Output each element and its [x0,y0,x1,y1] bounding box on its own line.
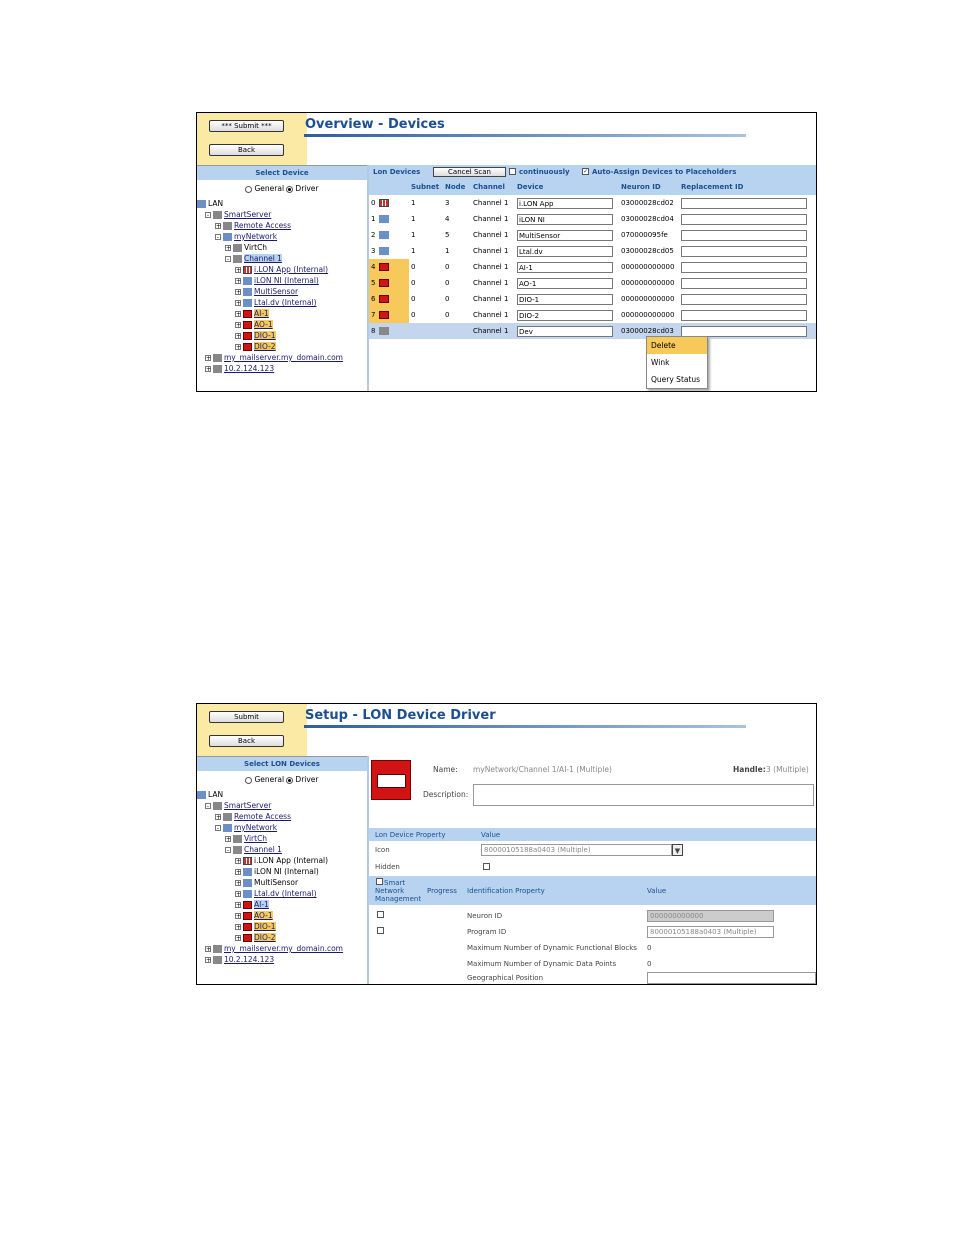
overview-header [197,113,816,165]
red-device-icon [243,310,252,318]
tree-node-ao1[interactable]: + AO-1 [236,320,273,329]
subnet-cell: 0 [411,295,416,303]
col-node[interactable]: Node [443,179,471,195]
general-radio[interactable] [245,186,252,193]
program-id-checkbox[interactable] [377,927,384,934]
tree-node-ilon-ni[interactable]: + iLON NI (Internal) [236,867,319,876]
subnet-cell: 1 [411,215,416,223]
replacement-id-input[interactable] [681,246,807,257]
tree-node-multisensor[interactable]: + MultiSensor [236,287,299,296]
value2-header: Value [647,887,667,895]
smart-mgmt-label: Smart Network Management [375,879,422,903]
replacement-cell [679,211,816,227]
geo-input[interactable] [647,972,816,984]
setup-header [197,704,816,756]
geo-row [369,972,816,984]
max-dp-label: Maximum Number of Dynamic Data Points [467,960,617,968]
row-index: 1 [371,215,376,223]
table-row[interactable] [369,227,816,243]
device-cell [515,275,619,291]
lon-devices-toolbar [369,165,816,179]
replacement-cell [679,275,816,291]
channel-cell: Channel 1 [473,311,509,319]
tree-node-dio2[interactable]: + DIO-2 [236,933,276,942]
context-menu [646,336,708,389]
row-index: 8 [371,327,376,335]
name-value: myNetwork/Channel 1/AI-1 (Multiple) [473,765,612,774]
tree-node-ip[interactable]: + 10.2.124.123 [206,955,275,964]
handle-value: 3 (Multiple) [766,765,809,774]
node-cell: 0 [445,263,450,271]
table-header-row [369,179,816,195]
handle-label: Handle: [733,765,766,774]
replacement-id-input[interactable] [681,262,807,273]
channel-icon [233,846,242,854]
device-name-input[interactable]: iLON NI [517,214,613,225]
subnet-cell: 0 [411,263,416,271]
channel-cell: Channel 1 [473,215,509,223]
driver-radio-label: Driver [295,775,319,784]
icon-select[interactable]: 80000105188a0403 (Multiple) [481,844,672,856]
identification-header-row [369,876,816,905]
replacement-id-input[interactable] [681,198,807,209]
replacement-cell [679,243,816,259]
tree-node-virtch[interactable]: + VirtCh [226,243,268,252]
tree-node-ao1[interactable]: + AO-1 [236,911,273,920]
grid-icon [379,199,389,207]
neuron-id-cell: 000000000000 [621,263,675,271]
red-device-icon [243,912,252,920]
channel-cell: Channel 1 [473,247,509,255]
button-panel [197,113,307,165]
ident-prop-label: Identification Property [467,887,545,895]
row-index-cell [369,307,409,323]
red-device-icon [243,934,252,942]
neuron-id-cell: 000000000000 [621,311,675,319]
replacement-cell [679,195,816,211]
sensor-icon [243,288,252,296]
node-cell [443,323,471,339]
select-device-header: Select Device [197,166,367,180]
diamond-icon [243,277,252,285]
prop-header: Lon Device Property [375,831,446,839]
tree-node-dio2[interactable]: + DIO-2 [236,342,276,351]
neuron-id-cell: 03000028cd03 [621,327,674,335]
chevron-down-icon[interactable]: ▼ [672,844,683,856]
channel-cell: Channel 1 [473,199,509,207]
node-cell: 0 [445,295,450,303]
row-index-cell [369,195,409,211]
tree-node-ilon-ni[interactable]: + iLON NI (Internal) [236,276,319,285]
device-name-input[interactable]: i.LON App [517,198,613,209]
grid-icon [243,266,252,274]
col-device[interactable]: Device [515,179,619,195]
submit-button[interactable]: *** Submit *** [209,120,284,132]
driver-settings-pane [369,756,816,984]
node-cell: 4 [445,215,450,223]
diamond-icon [379,215,389,223]
neuron-id-row [369,908,816,924]
replacement-id-input[interactable] [681,214,807,225]
device-cell [515,227,619,243]
lon-devices-pane [369,165,816,339]
red-device-icon [243,901,252,909]
network-icon [223,233,232,241]
view-radio-group [197,775,367,784]
computer-icon [213,365,222,373]
red-device-icon [379,279,389,287]
neuron-id-cell: 070000095fe [621,231,668,239]
replacement-id-input[interactable] [681,230,807,241]
col-subnet[interactable]: Subnet [409,179,443,195]
back-button[interactable]: Back [209,144,284,156]
device-big-icon [371,760,411,800]
icon-row [369,842,816,858]
table-row[interactable] [369,243,816,259]
channel-icon [233,244,242,252]
node-cell: 0 [445,279,450,287]
subnet-cell: 1 [411,199,416,207]
device-name-input[interactable]: AO-1 [517,278,613,289]
row-index: 4 [371,263,376,271]
tree-node-ip[interactable]: + 10.2.124.123 [206,364,275,373]
description-input[interactable] [473,784,814,806]
replacement-id-input[interactable] [681,294,807,305]
value-header: Value [481,831,501,839]
property-header-row [369,828,816,841]
auto-assign-label: Auto-Assign Devices to Placeholders [592,168,737,176]
select-lon-devices-header: Select LON Devices [197,757,367,771]
replacement-cell [679,291,816,307]
diamond-icon [379,247,389,255]
table-row[interactable] [369,259,816,275]
tree-node-smartserver[interactable]: - SmartServer [206,210,272,219]
max-fb-row [369,940,816,956]
title-underline [304,134,746,137]
channel-cell: Channel 1 [473,295,509,303]
table-row[interactable] [369,323,816,339]
progress-label: Progress [427,887,457,895]
device-cell [515,323,619,339]
device-cell [515,307,619,323]
col-channel[interactable]: Channel [471,179,515,195]
view-radio-group [197,184,367,193]
tree-node-mailserver[interactable]: + my_mailserver.my_domain.com [206,353,343,362]
mail-server-icon [213,945,222,953]
max-dp-row [369,956,816,972]
subnet-cell: 0 [411,311,416,319]
cancel-scan-button[interactable]: Cancel Scan [433,167,506,177]
device-cell [515,243,619,259]
row-index-cell [369,211,409,227]
max-fb-value: 0 [647,944,652,952]
replacement-cell [679,259,816,275]
device-name-input[interactable]: DIO-1 [517,294,613,305]
channel-icon [233,255,242,263]
network-icon [223,824,232,832]
tree-node-lan[interactable]: LAN [197,199,223,209]
channel-cell: Channel 1 [473,279,509,287]
general-radio[interactable] [245,777,252,784]
col-neuron-id[interactable]: Neuron ID [619,179,679,195]
back-button[interactable]: Back [209,735,284,747]
tree-node-dio1[interactable]: + DIO-1 [236,331,276,340]
phone-icon [223,813,232,821]
tree-node-ltaldv[interactable]: + Ltal.dv (Internal) [236,889,317,898]
sensor-icon [379,231,389,239]
server-icon [213,802,222,810]
submit-button[interactable]: Submit [209,711,284,723]
replacement-id-input[interactable] [681,278,807,289]
table-row[interactable] [369,195,816,211]
table-row[interactable] [369,307,816,323]
overview-devices-screenshot [196,112,817,392]
button-panel [197,704,307,756]
hidden-checkbox[interactable] [483,863,490,870]
device-name-input[interactable]: DIO-2 [517,310,613,321]
node-cell: 5 [445,231,450,239]
program-id-input[interactable]: 80000105188a0403 (Multiple) [647,926,774,938]
tree-node-mynetwork[interactable]: - myNetwork [216,232,278,241]
diamond-icon [243,890,252,898]
menu-item-delete[interactable]: Delete [647,337,707,354]
row-index-cell [369,323,409,339]
continuously-checkbox[interactable] [509,168,516,175]
tree-node-remote-access[interactable]: + Remote Access [216,812,291,821]
name-label: Name: [433,765,458,774]
lan-icon [197,791,206,799]
auto-assign-checkbox[interactable]: ✓ [583,168,589,175]
general-radio-label: General [254,775,285,784]
row-index-cell [369,243,409,259]
device-cell [515,211,619,227]
red-device-icon [379,295,389,303]
device-name-input[interactable]: Ltal.dv [517,246,613,257]
page-title: Setup - LON Device Driver [305,708,496,723]
neuron-id-label: Neuron ID [467,912,503,920]
row-index: 5 [371,279,376,287]
driver-radio[interactable] [286,186,293,193]
tree-node-multisensor[interactable]: + MultiSensor [236,878,299,887]
grid-icon [243,857,252,865]
sensor-icon [243,879,252,887]
lan-icon [197,200,206,208]
subnet-cell: 1 [411,231,416,239]
tree-node-mailserver[interactable]: + my_mailserver.my_domain.com [206,944,343,953]
channel-cell: Channel 1 [473,263,509,271]
phone-icon [223,222,232,230]
tree-node-ai1[interactable]: + AI-1 [236,900,269,909]
replacement-cell [679,307,816,323]
row-index: 2 [371,231,376,239]
general-radio-label: General [254,184,285,193]
driver-radio-label: Driver [295,184,319,193]
table-row[interactable] [369,291,816,307]
program-id-row [369,924,816,940]
row-index-cell [369,275,409,291]
max-dp-value: 0 [647,960,652,968]
col-replacement-id[interactable]: Replacement ID [679,179,816,195]
device-name-input[interactable]: MultiSensor [517,230,613,241]
tree-node-dio1[interactable]: + DIO-1 [236,922,276,931]
node-cell: 1 [445,247,450,255]
red-device-icon [243,923,252,931]
replacement-id-input[interactable] [681,326,807,337]
title-underline [304,725,746,728]
page-title: Overview - Devices [305,117,445,132]
tree-node-lan[interactable]: LAN [197,790,223,800]
menu-item-query-status[interactable]: Query Status [651,375,701,384]
row-index: 6 [371,295,376,303]
row-index: 0 [371,199,376,207]
channel-icon [233,835,242,843]
description-label: Description: [423,790,469,799]
tree-node-channel1[interactable]: - Channel 1 [226,254,282,263]
node-cell: 0 [445,311,450,319]
table-row[interactable] [369,211,816,227]
server-icon [213,211,222,219]
tree-node-ai1[interactable]: + AI-1 [236,309,269,318]
tree-node-ilon-app[interactable]: + i.LON App (Internal) [236,856,329,865]
device-cell [515,259,619,275]
neuron-id-cell: 000000000000 [621,295,675,303]
computer-icon [213,956,222,964]
device-name-input[interactable]: Dev [517,326,613,337]
subnet-cell: 1 [411,247,416,255]
lon-devices-label: Lon Devices [373,168,421,176]
subnet-cell [409,323,443,339]
neuron-id-cell: 000000000000 [621,279,675,287]
continuously-label: continuously [519,168,570,176]
red-device-icon [379,311,389,319]
hidden-label: Hidden [375,863,400,871]
new-device-icon [379,327,389,335]
table-row[interactable] [369,275,816,291]
channel-cell: Channel 1 [473,231,509,239]
setup-driver-screenshot [196,703,817,985]
device-cell [515,195,619,211]
tree-node-virtch[interactable]: + VirtCh [226,834,268,843]
diamond-icon [243,299,252,307]
neuron-id-cell: 03000028cd02 [621,199,674,207]
mail-server-icon [213,354,222,362]
row-index: 3 [371,247,376,255]
channel-cell: Channel 1 [473,327,509,335]
red-device-icon [243,343,252,351]
row-index-cell [369,259,409,275]
hidden-row [369,860,816,874]
neuron-id-input[interactable]: 000000000000 [647,910,774,922]
tree-node-ltaldv[interactable]: + Ltal.dv (Internal) [236,298,317,307]
device-tree-pane [197,756,367,985]
red-device-icon [243,321,252,329]
tree-node-mynetwork[interactable]: - myNetwork [216,823,278,832]
neuron-id-cell: 03000028cd04 [621,215,674,223]
device-name-input[interactable]: AI-1 [517,262,613,273]
replacement-id-input[interactable] [681,310,807,321]
lon-devices-table [369,179,816,339]
tree-node-ilon-app[interactable]: + i.LON App (Internal) [236,265,329,274]
driver-radio[interactable] [286,777,293,784]
neuron-id-checkbox[interactable] [377,911,384,918]
diamond-icon [243,868,252,876]
row-index-cell [369,291,409,307]
device-cell [515,291,619,307]
tree-node-remote-access[interactable]: + Remote Access [216,221,291,230]
icon-label: Icon [375,846,390,854]
max-fb-label: Maximum Number of Dynamic Functional Blocks [467,944,637,952]
row-index-cell [369,227,409,243]
device-tree-pane [197,165,367,392]
tree-node-channel1[interactable]: - Channel 1 [226,845,282,854]
menu-item-wink[interactable]: Wink [651,358,670,367]
tree-node-smartserver[interactable]: - SmartServer [206,801,272,810]
node-cell: 3 [445,199,450,207]
row-index: 7 [371,311,376,319]
replacement-cell [679,227,816,243]
red-device-icon [379,263,389,271]
program-id-label: Program ID [467,928,507,936]
red-device-icon [243,332,252,340]
neuron-id-cell: 03000028cd05 [621,247,674,255]
subnet-cell: 0 [411,279,416,287]
geo-label: Geographical Position [467,974,544,982]
